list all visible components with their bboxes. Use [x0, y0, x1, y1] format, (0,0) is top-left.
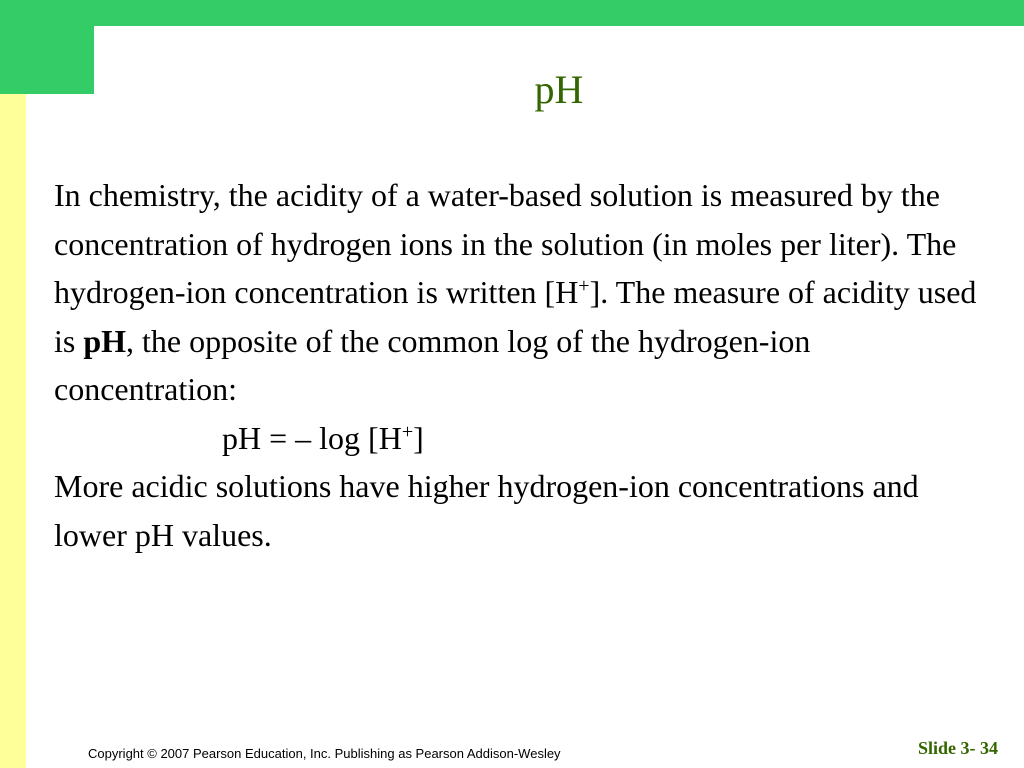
paragraph-conclusion: More acidic solutions have higher hydrogen-ion concentrations and lower pH values.: [54, 468, 919, 553]
top-decor-stripe: [94, 0, 1024, 26]
superscript-plus: +: [578, 275, 590, 297]
side-decor-bar: [0, 94, 26, 768]
corner-decor-block: [0, 0, 94, 94]
paragraph-intro-part2: ]. The measure of acidity used is: [54, 274, 977, 359]
formula-superscript: +: [401, 420, 414, 443]
paragraph-intro-part3: , the opposite of the common log of the hydrogen-ion concentration:: [54, 322, 811, 407]
slide-title: pH: [534, 67, 584, 112]
formula-text: pH = – log [H: [222, 419, 402, 456]
formula-close: ]: [413, 419, 424, 456]
slide-number: Slide 3- 34: [917, 738, 998, 758]
bold-term-ph: pH: [83, 322, 127, 359]
copyright-notice: Copyright © 2007 Pearson Education, Inc. Publishing as Pearson Addison-Wesley: [88, 746, 561, 761]
paragraph-intro-part1: In chemistry, the acidity of a water-based solution is measured by the concentration of hydrogen ions in the solution (in moles per liter). The hydrogen-ion concentration is written [H: [54, 177, 957, 310]
slide-body: [54, 171, 984, 559]
paragraph-intro: [54, 171, 984, 414]
ph-formula: [54, 414, 984, 463]
